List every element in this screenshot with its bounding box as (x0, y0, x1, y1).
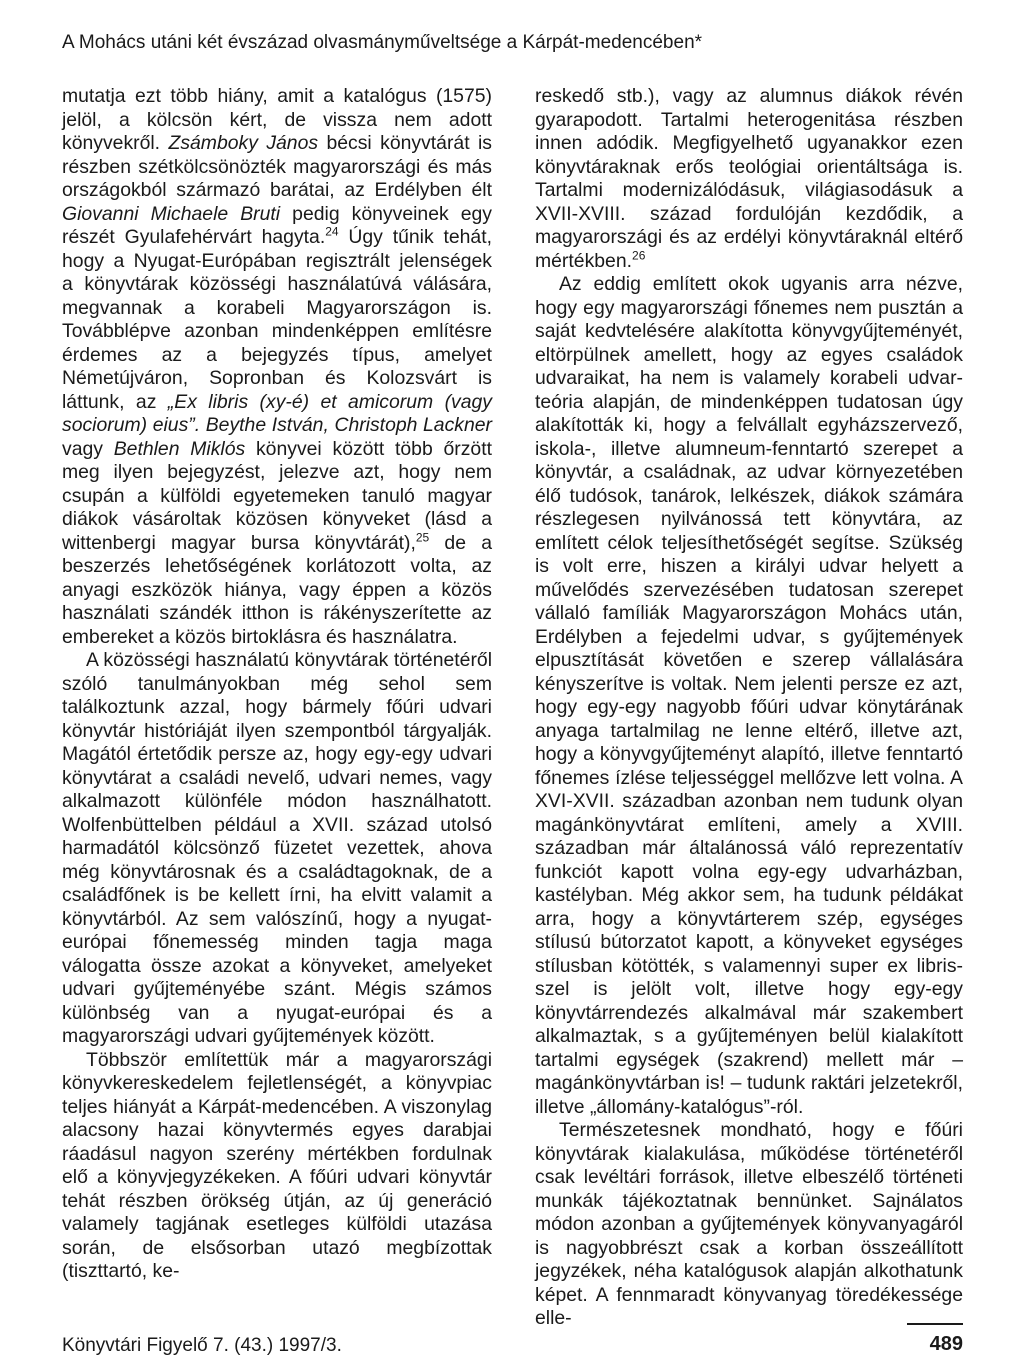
paragraph-right-3: Természetesnek mondható, hogy e főúri könyvtárak kialakulása, működése történetéről csak levéltári források, illetve elbeszélő történeti munkák tájékoztatnak bennünket. Sajnálatos módon azonban a gyűjtemények könyvanyagáról is nagyobbrészt csak a korban összeállított jegyzékek, néha katalógusok alapján alkothatunk képet. A fennmaradt könyvanyag töredékessége elle- (535, 1119, 963, 1329)
person-name: Bethlen Miklós (113, 437, 246, 460)
paragraph-right-2: Az eddig említett okok ugyanis arra nézve, hogy egy magyarországi főnemes nem pusztán a saját kedvtelésére alakította könyvgyűjteményét, eltörpülnek amellett, hogy az egyes családok udvaraikat, ha nem is valamely korabeli udvar-teória alapján, de mindenképpen tudatosan úgy alakították ki, hogy a felvállalt egyházszervező, iskola-, illetve alumneum-fenntartó szerepet a könyvtár, a családnak, az udvar környezetében élő tudósok, tanárok, lelkészek, diákok számára részlegesen nyilvánossá tett könyvtára, az említett célok teljesíthetőségét segítse. Szükség is volt erre, hiszen a királyi udvar helyett a művelődés szervezésében tudatosan szerepet vállaló famíliák Magyarországon Mohács után, Erdélyben a fejedelmi udvar, s gyűjtemények elpusztítását követően e szerep vállalására kényszerítve is voltak. Nem jelenti persze ez azt, hogy egy-egy nagyobb főúri udvar könytárának anyaga tartalmilag ne lenne eltérő, illetve azt, hogy a könyvgyűjteményt alapító, illetve fenntartó főnemes ízlése teljességgel mellőzve lett volna. A XVI-XVII. században azonban nem tudunk olyan magánkönyvtárat említeni, amely a XVIII. században már általánossá váló reprezentatív funkciót kapott volna egy-egy udvarházban, kastélyban. Még akkor sem, ha tudunk példákat arra, hogy a könyvtárterem szép, egységes stílusú bútorzatot kapott, a könyveket egységes stílusban kötötték, s valamennyi super ex libris-szel is jelölt volt, illetve hogy egy-egy könyvtárrendezés alkalmával már szakembert alkalmaztak, s a gyűjteményen belül kialakított tartalmi egységek (szakrend) mellett már – magánkönyvtárban is! – tudunk raktári jelzetekről, illetve „állomány-katalógus”-ról. (535, 273, 963, 1118)
paragraph-left-1: mutatja ezt több hiány, amit a katalógus (1575) jelöl, a kölcsön kért, de vissza nem adott könyvekről. Zsámboky János bécsi könyvtárát is részben szétkölcsönözték magyarországi és más országokból származó barátai, az Erdélyben élt Giovanni Michaele Bruti pedig könyveinek egy részét Gyulafehérvárt hagyta.$^{24}$ Úgy tűnik tehát, hogy a Nyugat-Európában regisztrált jelenségek a könyvtárak közösségi használatúvá válására, megvannak a korabeli Magyarországon is. Továbblépve azonban mindenképpen említésre érdemes az a bejegyzés típus, amelyet Németújváron, Sopronban és Kolozsvárt is láttunk, az „Ex libris (xy-é) et amicorum (vagy sociorum) eius”. Beythe István, Christoph Lackner vagy Bethlen Miklós könyvei között több őrzött meg ilyen bejegyzést, jelezve azt, hogy nem csupán a külföldi egyetemeken tanuló magyar diákok vásároltak közösen könyveket (lásd a wittenbergi magyar bursa könyvtárát),$^{25}$ de a beszerzés lehetőségének korlátozott volta, az anyagi eszközök hiánya, vagy éppen a közös használati szándék itthon is rákényszerítette az embereket a közös birtoklásra és használatra. (62, 85, 493, 648)
person-name: Giovanni Michaele Bruti (62, 202, 281, 225)
footnote-ref-24[interactable]: 24 (325, 224, 339, 239)
person-name: Zsámboky János (168, 132, 319, 154)
journal-citation: Könyvtári Figyelő 7. (43.) 1997/3. (62, 1335, 342, 1356)
paragraph-left-3: Többször említettük már a magyarországi könyvkereskedelem fejletlenségét, a könyvpiac teljes hiányát a Kárpát-medencében. A viszonylag alacsony hazai könyvtermés egyes darabjai ráadásul nagyon szerény mértékben fordulnak elő a könyvjegyzékeken. A főúri udvari könyvtár tehát részben örökség útján, az új generáció valamely tagjának esetleges külföldi utazása során, de elsősorban utazó megbízottak (tiszttartó, ke- (62, 1048, 492, 1282)
left-column (62, 85, 492, 1284)
paragraph-right-1: reskedő stb.), vagy az alumnus diákok révén gyarapodott. Tartalmi heterogenitása részben innen adódik. Megfigyelhető ugyanakkor ezen könyvtáraknak erős teológiai orientáltsága is. Tartalmi modernizálódásuk, világiasodásuk a XVII-XVIII. század fordulóján kezdődik, a magyarországi és az erdélyi könyvtáraknál eltérő mértékben.$^{26}$ (535, 85, 963, 272)
footnote-ref-25[interactable]: 25 (415, 530, 430, 545)
paragraph-left-2: A közösségi használatú könyvtárak történetéről szóló tanulmányokban még sehol sem találkoztunk azzal, hogy bármely főúri udvari könyvtár históriáját ilyen szempontból tárgyalják. Magától értetődik persze az, hogy egy-egy udvari könyvtárat a családi nevelő, udvari nemes, vagy alkalmazott különféle módon használhatott. Wolfenbüttelben például a XVII. század utolsó harmadától kölcsönző füzetet vezettek, ahova még könyvtárosnak és a családtagoknak, de a családfőnek is be kellett írni, ha elvitt valamit a könyvtárból. Az sem valószínű, hogy a nyugat-európai főnemesség minden tagja maga válogatta össze azokat a könyveket, amelyeket udvari gyűjteményébe szánt. Mégis számos különbség van a nyugat-európai és a magyarországi udvari gyűjtemények között. (62, 649, 492, 1047)
page-number: 489 (929, 1333, 963, 1355)
right-column (535, 85, 963, 1331)
person-name: Beythe István, Christoph Lackner (205, 414, 493, 436)
running-title: A Mohács utáni két évszázad olvasmányműveltsége a Kárpát-medencében* (62, 32, 703, 53)
footer-divider (907, 1323, 963, 1325)
footnote-ref-26[interactable]: 26 (632, 248, 646, 263)
latin-inscription: „Ex libris (xy-é) et amicorum (vagy sociorum) eius”. (62, 390, 492, 436)
